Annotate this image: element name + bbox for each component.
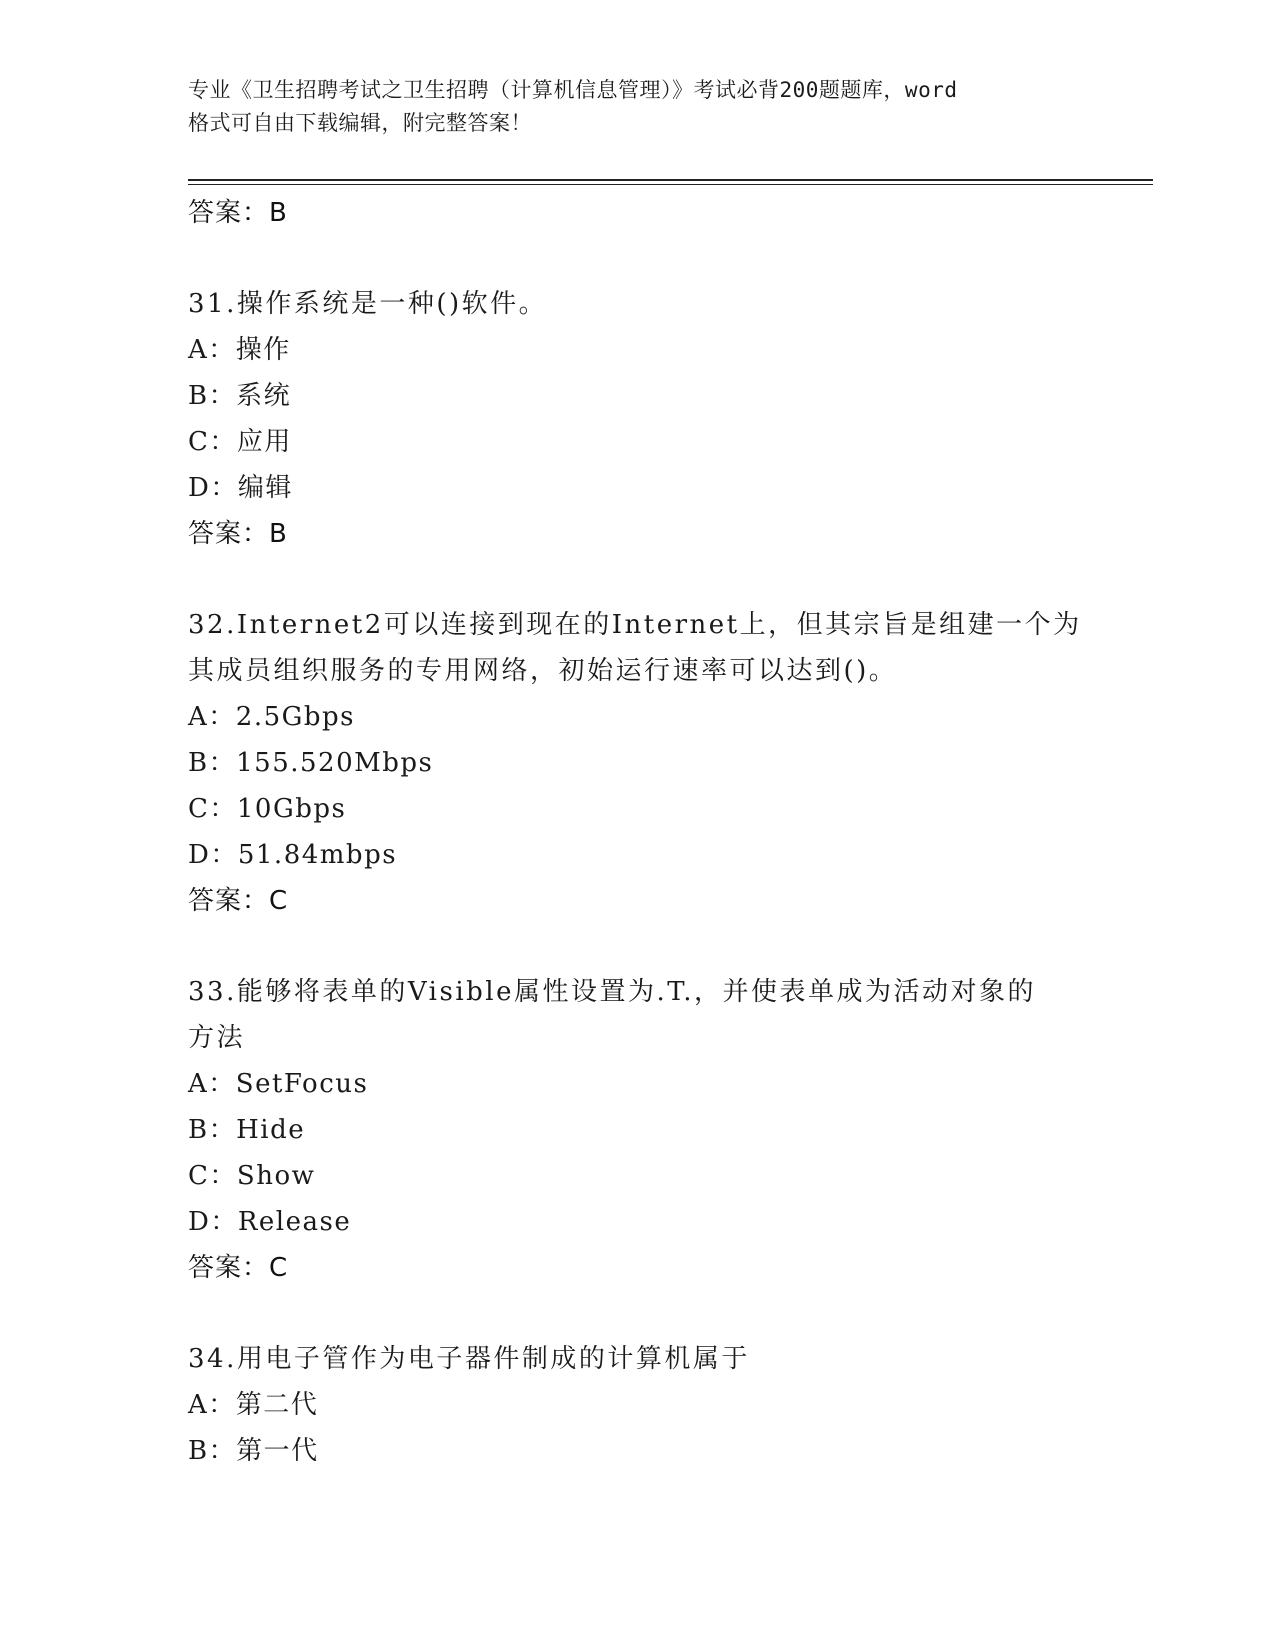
header-rule-thick — [188, 179, 1153, 181]
question-32 — [188, 602, 1088, 924]
question-text-line-1: 32.Internet2可以连接到现在的Internet上，但其宗旨是组建一个为 — [188, 610, 1082, 640]
question-33 — [188, 969, 1088, 1291]
question-text: 31.操作系统是一种()软件。 — [188, 289, 548, 319]
question-text: 34.用电子管作为电子器件制成的计算机属于 — [188, 1344, 750, 1374]
option-d: D：Release — [188, 1207, 352, 1237]
question-text-line-1: 33.能够将表单的Visible属性设置为.T.，并使表单成为活动对象的 — [188, 977, 1037, 1007]
option-b: B：第一代 — [188, 1436, 319, 1466]
answer: 答案：C — [188, 1253, 289, 1283]
question-list — [188, 190, 1088, 1474]
question-31 — [188, 281, 1088, 557]
option-c: C：10Gbps — [188, 794, 347, 824]
option-d: D：编辑 — [188, 473, 293, 503]
option-c: C：应用 — [188, 427, 292, 457]
option-b: B：155.520Mbps — [188, 748, 434, 778]
option-a: A：SetFocus — [188, 1069, 369, 1099]
question-34 — [188, 1336, 1088, 1474]
option-a: A：2.5Gbps — [188, 702, 356, 732]
option-a: A：第二代 — [188, 1390, 319, 1420]
header-line-1: 专业《卫生招聘考试之卫生招聘（计算机信息管理）》考试必背200题题库，word — [188, 78, 958, 102]
option-d: D：51.84mbps — [188, 840, 398, 870]
option-b: B：系统 — [188, 381, 292, 411]
question-text-line-2: 其成员组织服务的专用网络，初始运行速率可以达到()。 — [188, 656, 898, 686]
option-a: A：操作 — [188, 335, 291, 365]
answer: 答案：B — [188, 519, 288, 549]
previous-answer: 答案：B — [188, 198, 288, 228]
answer: 答案：C — [188, 886, 289, 916]
option-b: B：Hide — [188, 1115, 306, 1145]
question-text-line-2: 方法 — [188, 1023, 246, 1053]
option-c: C：Show — [188, 1161, 316, 1191]
header-rule-thin — [188, 184, 1153, 185]
header-line-2: 格式可自由下载编辑，附完整答案！ — [188, 111, 532, 135]
document-header — [188, 74, 1088, 140]
